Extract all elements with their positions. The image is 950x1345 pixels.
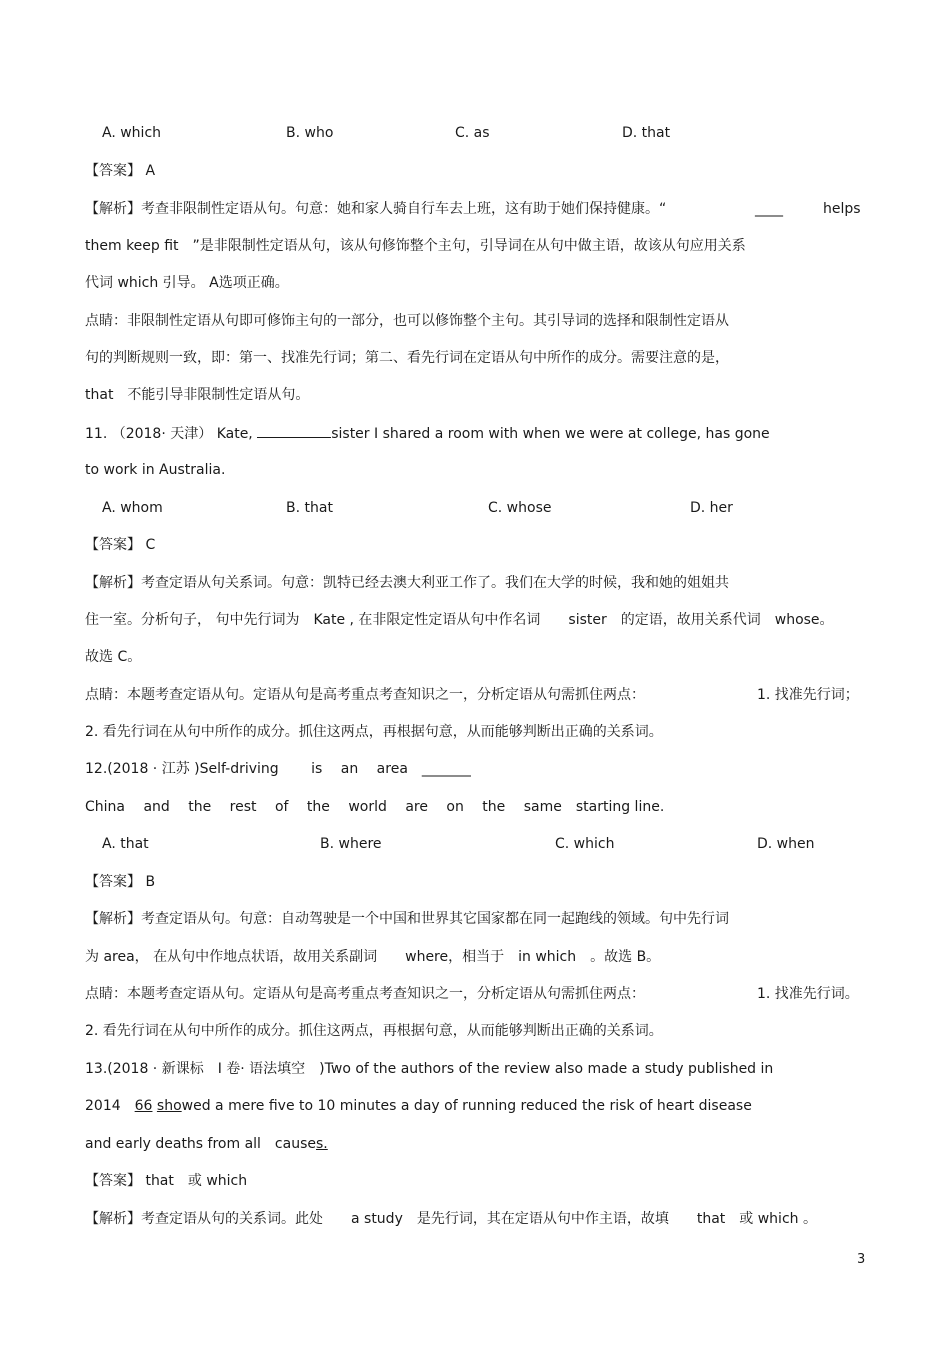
tip-line: 点睛：非限制性定语从句即可修饰主句的一部分，也可以修饰整个主句。其引导词的选择和限制性定语从 bbox=[85, 313, 729, 329]
question-stem-text: 11. （2018· 天津） Kate, bbox=[85, 426, 258, 442]
option-d: D. when bbox=[757, 836, 815, 852]
explanation-line: 代词 which 引导。 A选项正确。 bbox=[85, 275, 289, 291]
answer-blank bbox=[257, 423, 331, 438]
explanation-word: helps bbox=[823, 201, 861, 217]
answer-blank: _______ bbox=[421, 761, 471, 777]
option-b: B. that bbox=[286, 500, 333, 516]
question-13-stem-cont bbox=[85, 1096, 752, 1116]
tip-line-right: 1. 找准先行词； bbox=[757, 687, 859, 703]
explanation-line: them keep fit ”是非限制性定语从句，该从句修饰整个主句，引导词在从句中做主语，故该从句应用关系 bbox=[85, 238, 746, 254]
explanation-blank: ____ bbox=[755, 201, 783, 217]
explanation-line: 故选 C。 bbox=[85, 649, 142, 665]
blank-number: 66 bbox=[134, 1098, 153, 1114]
question-stem-text: sister I shared a room with when we were at college, has gone bbox=[331, 426, 770, 442]
underlined-text: sho bbox=[156, 1098, 182, 1114]
question-stem-text: wed a mere five to 10 minutes a day of running reduced the risk of heart disease bbox=[181, 1098, 752, 1114]
page-number: 3 bbox=[857, 1252, 866, 1267]
question-11-stem bbox=[85, 423, 770, 444]
option-a: A. which bbox=[102, 125, 162, 141]
tip-line: 点睛：本题考查定语从句。定语从句是高考重点考查知识之一，分析定语从句需抓住两点： bbox=[85, 986, 645, 1002]
option-b: B. who bbox=[286, 125, 334, 141]
question-12-stem-cont: China and the rest of the world are on the same starting line. bbox=[85, 799, 665, 815]
explanation-line: 为 area， 在从句中作地点状语，故用关系副词 where，相当于 in which 。故选 B。 bbox=[85, 949, 661, 965]
question-13-stem-cont bbox=[85, 1134, 328, 1154]
option-b: B. where bbox=[320, 836, 382, 852]
underlined-text: s. bbox=[316, 1136, 328, 1152]
question-12-stem bbox=[85, 759, 471, 779]
question-stem-text: 2014 bbox=[85, 1098, 135, 1114]
answer-line: 【答案】 that 或 which bbox=[85, 1173, 248, 1189]
option-d: D. her bbox=[690, 500, 733, 516]
explanation-line: 【解析】考查定语从句。句意：自动驾驶是一个中国和世界其它国家都在同一起跑线的领域。句中先行词 bbox=[85, 911, 729, 927]
answer-line: 【答案】 B bbox=[85, 874, 156, 890]
tip-line-right: 1. 找准先行词。 bbox=[757, 986, 859, 1002]
tip-line: that 不能引导非限制性定语从句。 bbox=[85, 387, 310, 403]
explanation-line: 【解析】考查定语从句的关系词。此处 a study 是先行词，其在定语从句中作主语，故填 that 或 which 。 bbox=[85, 1211, 817, 1227]
answer-line: 【答案】 A bbox=[85, 163, 156, 179]
question-13-stem: 13.(2018 · 新课标 I 卷· 语法填空 )Two of the authors of the review also made a study published in bbox=[85, 1061, 774, 1077]
explanation-line: 【解析】考查定语从句关系词。句意：凯特已经去澳大利亚工作了。我们在大学的时候，我和她的姐姐共 bbox=[85, 575, 729, 591]
explanation-line: 【解析】考查非限制性定语从句。句意：她和家人骑自行车去上班，这有助于她们保持健康。“ bbox=[85, 201, 667, 217]
tip-line: 句的判断规则一致，即：第一、找准先行词；第二、看先行词在定语从句中所作的成分。需要注意的是， bbox=[85, 350, 729, 366]
question-stem-text: 12.(2018 · 江苏 )Self-driving is an area bbox=[85, 761, 422, 777]
tip-line: 点睛：本题考查定语从句。定语从句是高考重点考查知识之一，分析定语从句需抓住两点： bbox=[85, 687, 645, 703]
tip-line: 2. 看先行词在从句中所作的成分。抓住这两点，再根据句意，从而能够判断出正确的关系词。 bbox=[85, 724, 663, 740]
option-c: C. as bbox=[455, 125, 490, 141]
option-a: A. whom bbox=[102, 500, 163, 516]
explanation-line: 住一室。分析句子， 句中先行词为 Kate , 在非限定性定语从句中作名词 sister 的定语，故用关系代词 whose。 bbox=[85, 612, 834, 628]
tip-line: 2. 看先行词在从句中所作的成分。抓住这两点，再根据句意，从而能够判断出正确的关系词。 bbox=[85, 1023, 663, 1039]
question-11-stem-cont: to work in Australia. bbox=[85, 462, 226, 478]
answer-line: 【答案】 C bbox=[85, 537, 156, 553]
option-d: D. that bbox=[622, 125, 671, 141]
option-a: A. that bbox=[102, 836, 149, 852]
option-c: C. whose bbox=[488, 500, 552, 516]
option-c: C. which bbox=[555, 836, 615, 852]
question-stem-text: and early deaths from all cause bbox=[85, 1136, 316, 1152]
